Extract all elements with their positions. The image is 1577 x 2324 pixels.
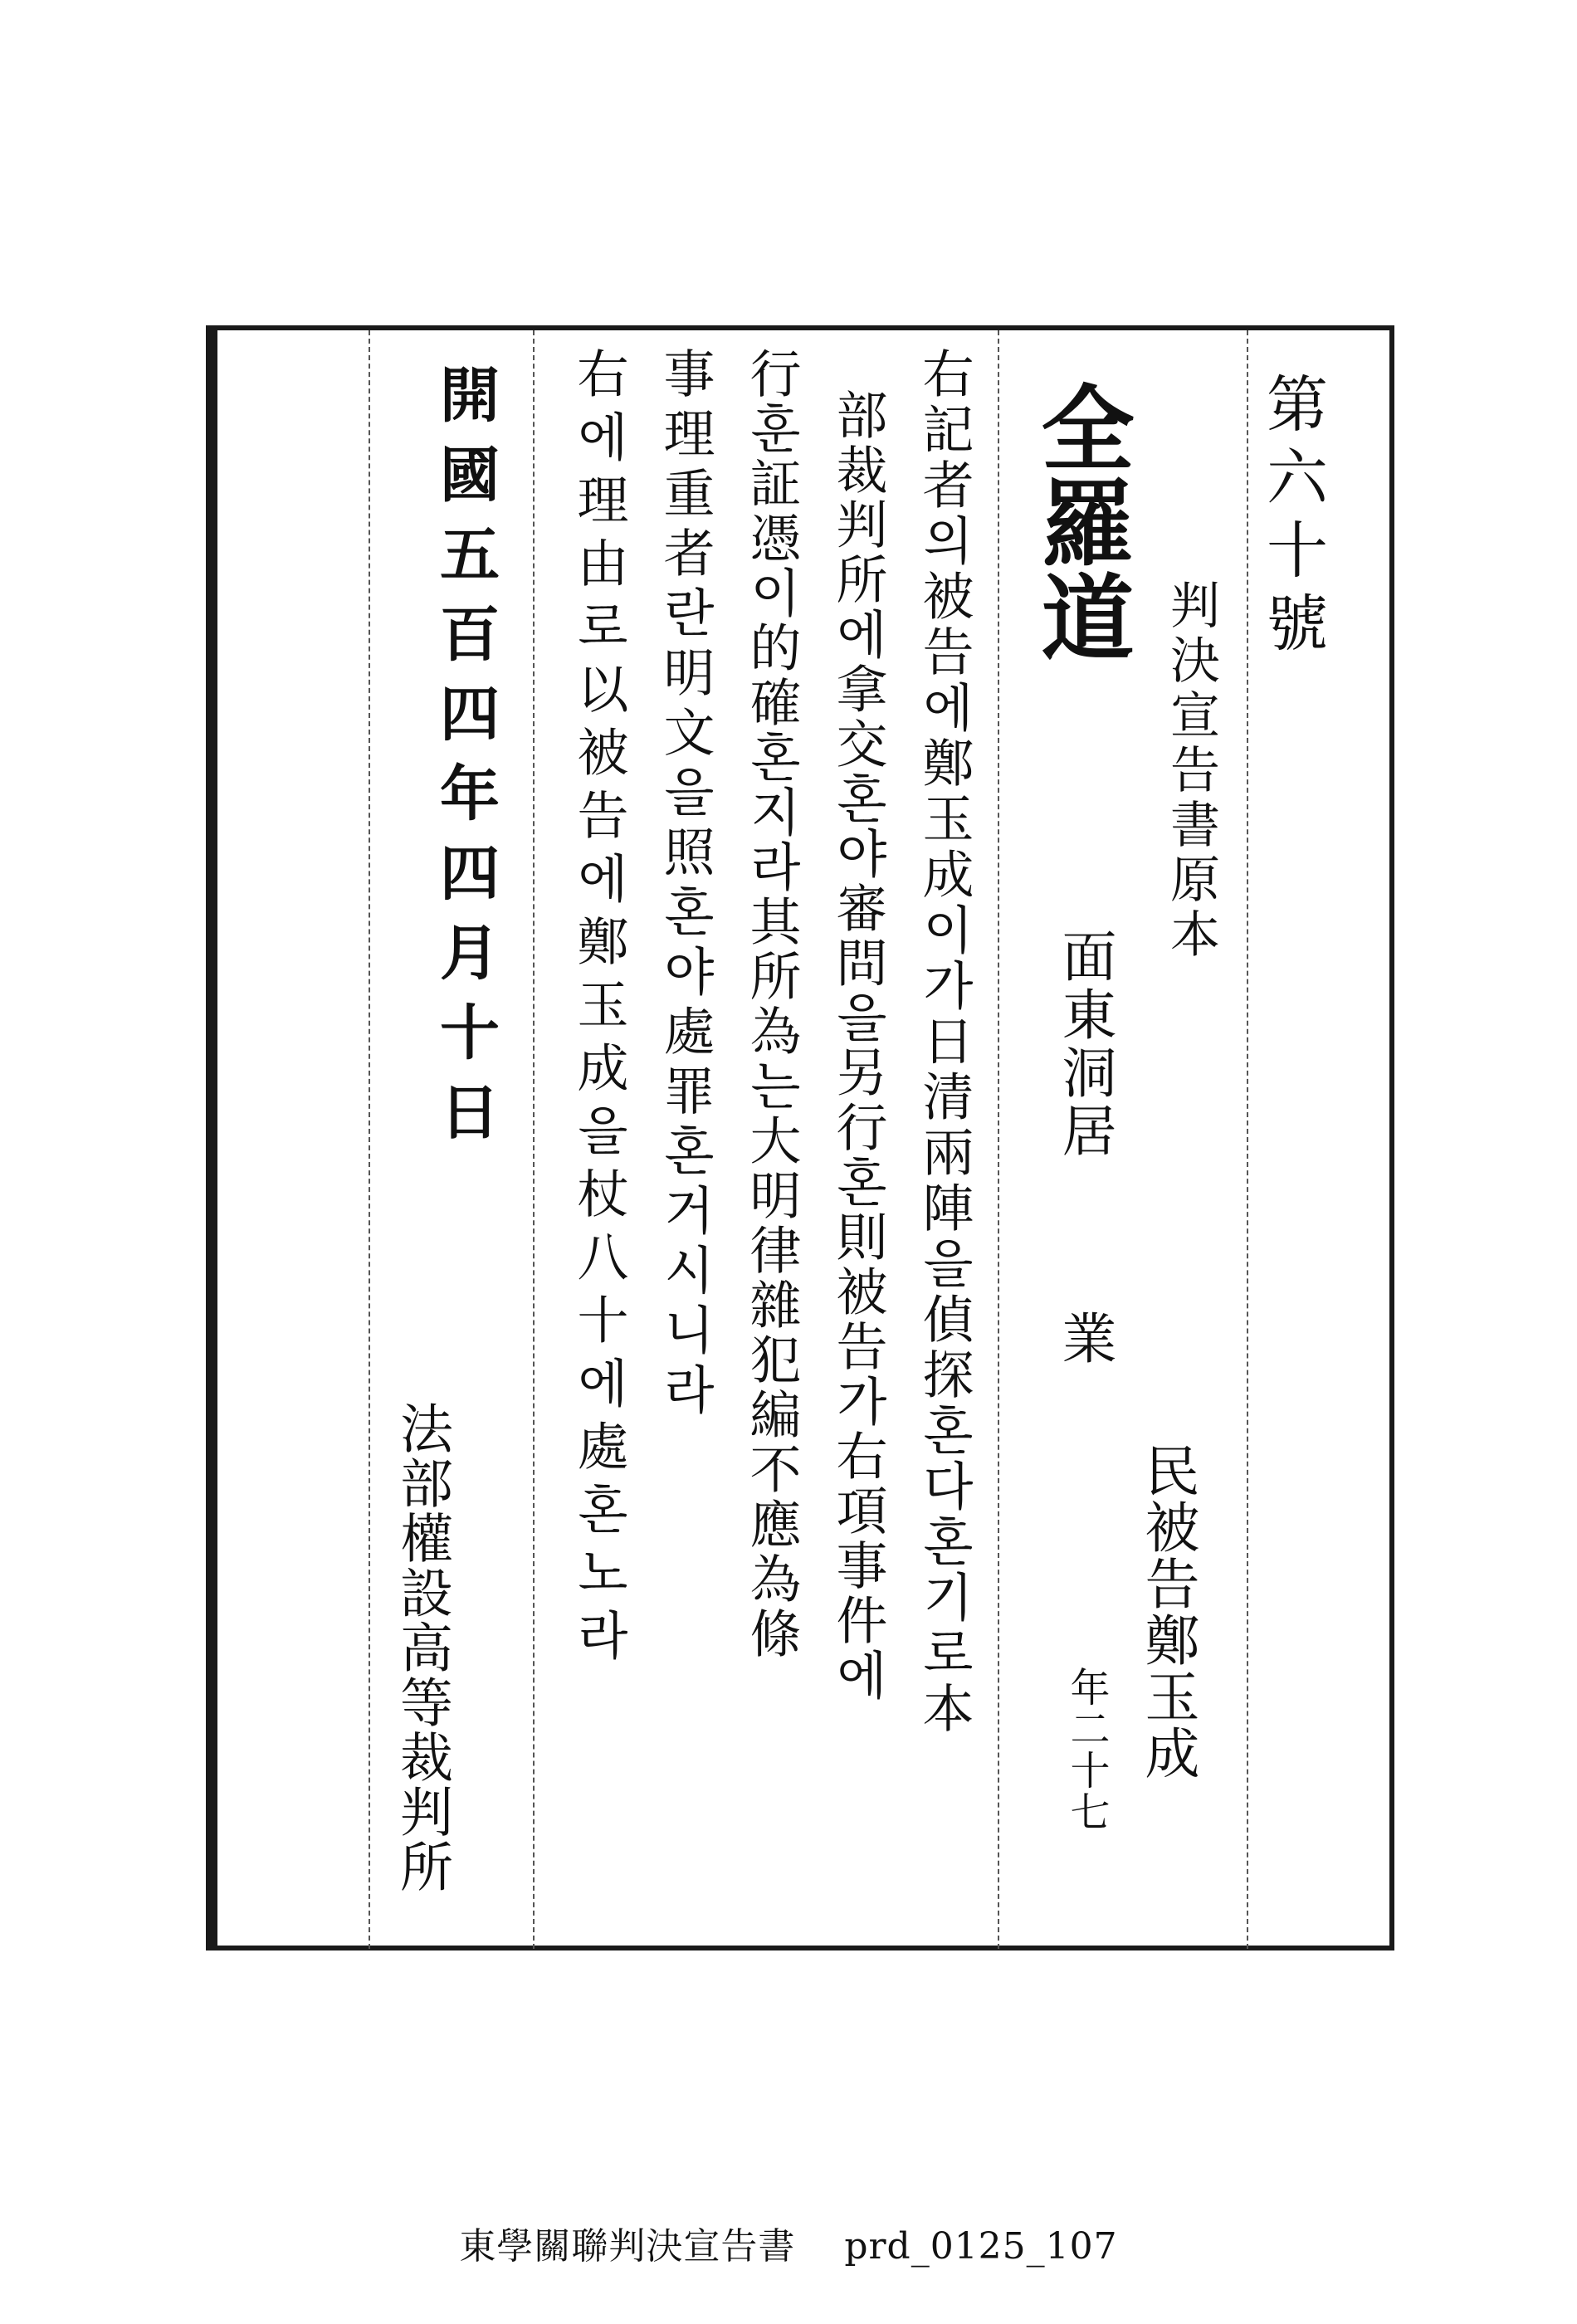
defendant-name: 民被告鄭玉成	[1135, 1443, 1199, 1781]
province-name: 全羅道	[1026, 380, 1135, 664]
issue-number: 第六十號	[1257, 372, 1328, 664]
document-frame	[206, 325, 1394, 1950]
collection-title: 東學關聯判決宣告書	[459, 2225, 796, 2268]
column-divider	[998, 330, 999, 1949]
residence: 面東洞居	[1052, 928, 1116, 1160]
body-line-1: 右記者의被告에鄭玉成이가日清兩陣을偵探혼다혼기로本	[914, 347, 974, 1737]
page-caption	[0, 2216, 1577, 2269]
court-name: 法部權設高等裁判所	[391, 1401, 452, 1894]
date-line: 開國五百四年四月十日	[430, 364, 500, 1160]
defendant-age: 年二十七	[1063, 1667, 1110, 1833]
body-line-3: 行훈証憑이的確혼지라其所為는大明律雜犯編不應為條	[741, 347, 802, 1662]
body-line-2: 部裁判所에拿交혼야審問을另行혼則被告가右項事件에	[828, 388, 888, 1703]
column-divider	[369, 330, 370, 1949]
body-line-5: 右에理由로以被告에鄭玉成을杖八十에處혼노라	[569, 347, 629, 1672]
column-divider	[1247, 330, 1248, 1949]
page-code: prd_0125_107	[844, 2225, 1118, 2268]
document-type: 判決宣告書原本	[1162, 579, 1220, 963]
column-divider	[533, 330, 535, 1949]
occupation: 業	[1052, 1310, 1116, 1365]
body-line-4: 事理重者란明文을照혼야處罪혼거시니라	[655, 347, 715, 1423]
